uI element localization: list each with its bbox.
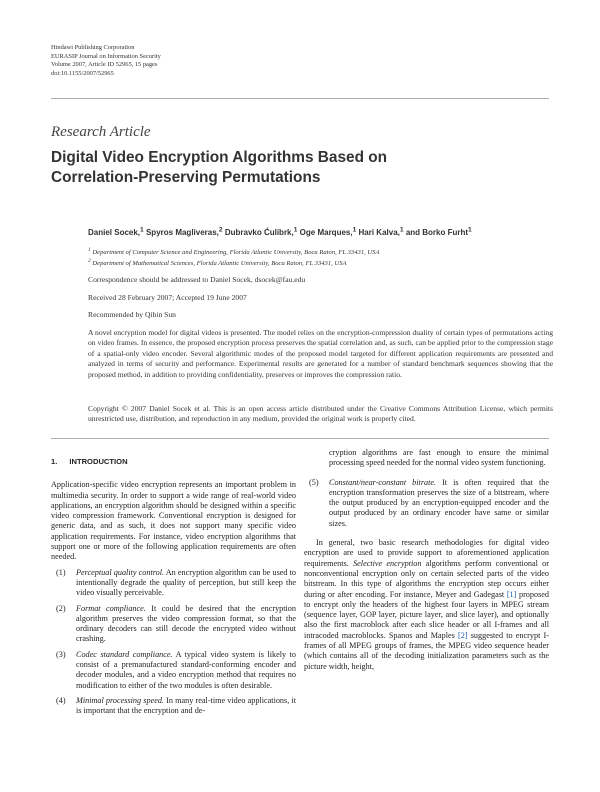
title-line-2: Correlation-Preserving Permutations [51,169,321,186]
citation-link[interactable]: [2] [458,630,468,640]
list-item: (1) Perceptual quality control. An encryption algorithm can be used to intentionally degrade the quality of perception, but still keep the video visually perceivable. [56,567,296,598]
author: and Borko Furht$^1$ [405,226,472,237]
affiliation-1: $^1$ Department of Computer Science and Engineering, Florida Atlantic University, Boca Raton, FL 33431, USA [88,247,380,257]
list-item: (4) Minimal processing speed. In many real-time video applications, it is important that the encryption and de- [56,695,296,716]
requirements-list [51,568,296,717]
author: Daniel Socek,$^1$ [88,226,144,237]
section-divider [51,438,549,439]
left-column [51,457,296,717]
journal-name: EURASIP Journal on Information Security [51,52,161,60]
list-item: (3) Codec standard compliance. A typical video system is likely to consist of a premanufactured standard-conforming encoder and decoder modules, and a video encryption method that requires no modification to either of the two modules is often desirable. [56,649,296,690]
abstract: A novel encryption model for digital videos is presented. The model relies on the encryption-compression duality of certain types of permutations acting on video frames. In essence, the proposed encryption process preserves the spatial correlation and, as such, can be applied prior to the compression stage of a spatial-only video encoder. Several algorithmic modes of the proposed model targeted for different application requirements are presented and analyzed in terms of security and performance. Experimental results are generated for a number of standard benchmark sequences showing that the proposed method, in addition to providing confidentiality, preserves or improves the compression ratio. [88,328,553,379]
citation-link[interactable]: [1] [506,589,517,599]
requirements-list-continued [304,478,549,529]
title-line-1: Digital Video Encryption Algorithms Based on [51,149,388,166]
author-list [88,225,553,238]
volume-info: Volume 2007, Article ID 52965, 15 pages [51,61,158,69]
list-item-continuation: cryption algorithms are fast enough to ensure the minimal processing speed needed for the normal video system functioning. [329,448,549,468]
author: Oge Marques,$^1$ [299,226,357,237]
journal-header [51,44,161,78]
header-divider [51,98,549,99]
article-type: Research Article [51,124,151,140]
affiliation-2: $^2$ Department of Mathematical Sciences, Florida Atlantic University, Boca Raton, FL 33431, USA [88,258,347,268]
list-item: (2) Format compliance. It could be desired that the encryption algorithm preserves the video compression format, so that the ordinary decoders can still decode the encrypted video without crashing. [56,603,296,644]
doi: doi:10.1155/2007/52965 [51,69,114,77]
author: Hari Kalva,$^1$ [358,226,404,237]
section-title: INTRODUCTION [69,457,128,466]
recommended-by: Recommended by Qibin Sun [88,310,176,319]
list-item: (5) Constant/near-constant bitrate. It is often required that the encryption transformation preserves the size of a bitstream, where the output produced by an encryption-equipped encoder and the output produced by an ordinary encoder have same or similar sizes. [309,477,549,528]
body-paragraph: In general, two basic research methodologies for digital video encryption are used to provide support to aforementioned application requirements. Selective encryption algorithms perform conventional or nonconventional encryption only on certain selected parts of the video bitstream. In this type of algorithms the encryption step occurs either during or after encoding. For instance, Meyer and Gadegast [1] proposed to encrypt only the headers of the highest four layers in MPEG stream (sequence layer, GOP layer, picture layer, and slice layer), and optionally also the first macroblock after each slice header or all I-frames and all intracoded macroblocks. Spanos and Maples [2] suggested to encrypt I-frames of all MPEG groups of frames, the MPEG video sequence header (which contains all of the decoding initialization parameters such as the picture width, height, [304,538,550,671]
received-dates: Received 28 February 2007; Accepted 19 June 2007 [88,293,247,302]
section-number: 1. [51,457,58,466]
publisher: Hindawi Publishing Corporation [51,44,135,51]
section-heading [51,457,296,467]
author: Dubravko Ćulibrk,$^1$ [224,226,298,237]
right-column [304,448,549,672]
copyright-notice: Copyright © 2007 Daniel Socek et al. This is an open access article distributed under the Creative Commons Attribution License, which permits unrestricted use, distribution, and reproduction in any medium, provided the original work is properly cited. [88,404,553,424]
intro-paragraph: Application-specific video encryption represents an important problem in multimedia security. In order to support a wide range of real-world video applications, an encryption algorithm should be designed within a specific video compression framework. Conventional encryption is designed for generic data, and as such, it does not support many specific video application requirements. For instance, video encryption algorithms that support one or more of the following application requirements are often needed. [51,480,296,562]
paper-title [51,148,387,188]
correspondence: Correspondence should be addressed to Daniel Socek, dsocek@fau.edu [88,275,306,284]
author: Spyros Magliveras,$^2$ [145,226,223,237]
